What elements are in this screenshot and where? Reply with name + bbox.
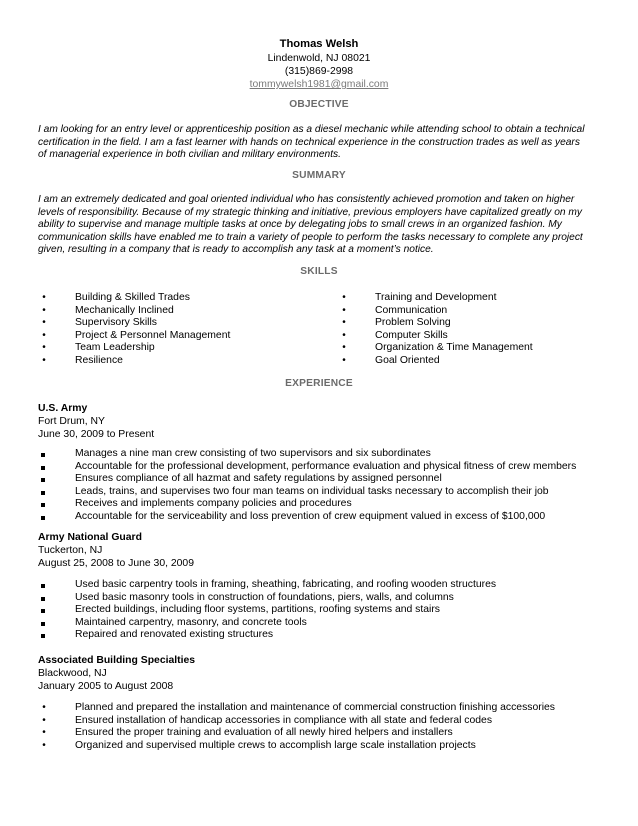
summary-line: I am an extremely dedicated and goal oriented individual who has consistently achieved promotion and taken on higher bbox=[38, 194, 575, 205]
objective-line: of managerial experience in both civilian and military environments. bbox=[38, 149, 341, 161]
bullet-icon: • bbox=[42, 727, 46, 739]
duty-item: Accountable for the serviceability and loss prevention of crew equipment valued in excess of $100,000 bbox=[38, 511, 576, 524]
contact-email-row bbox=[0, 78, 638, 91]
skill-item: • Building & Skilled Trades bbox=[38, 292, 230, 305]
bullet-icon: • bbox=[42, 304, 46, 316]
duty-item: Erected buildings, including floor systems, partitions, roofing systems and stairs bbox=[38, 604, 496, 617]
bullet-icon: • bbox=[342, 354, 346, 366]
job-location: Blackwood, NJ bbox=[38, 667, 107, 679]
summary-line: given, resulting in a company that is ready to accomplish any task at a moment’s notice. bbox=[38, 244, 434, 256]
bullet-icon: • bbox=[342, 342, 346, 354]
bullet-icon: • bbox=[342, 292, 346, 303]
bullet-icon: • bbox=[42, 329, 46, 341]
bullet-icon: • bbox=[42, 317, 46, 329]
job-dates: June 30, 2009 to Present bbox=[38, 428, 155, 440]
summary-line: communication skills have enabled me to train a variety of people to perform the tasks necessary to complete any project bbox=[38, 231, 583, 243]
square-bullet-icon bbox=[41, 609, 45, 613]
duty-item: Repaired and renovated existing structures bbox=[38, 629, 496, 642]
objective-heading: OBJECTIVE bbox=[289, 99, 349, 110]
duty-item: Used basic masonry tools in construction of foundations, piers, walls, and columns bbox=[38, 592, 496, 605]
square-bullet-icon bbox=[41, 516, 45, 520]
address: Lindenwold, NJ 08021 bbox=[267, 53, 371, 64]
summary-line: levels of responsibility. Because of my strategic thinking and initiative, previous employers have capitalized greatly on my bbox=[38, 206, 582, 218]
job-header bbox=[38, 532, 194, 570]
square-bullet-icon bbox=[41, 466, 45, 470]
skill-item: • Communication bbox=[338, 305, 533, 318]
bullet-icon: • bbox=[42, 354, 46, 366]
square-bullet-icon bbox=[41, 634, 45, 638]
duty-item: Used basic carpentry tools in framing, sheathing, fabricating, and roofing wooden structures bbox=[38, 579, 496, 592]
square-bullet-icon bbox=[41, 453, 45, 457]
job-location: Tuckerton, NJ bbox=[38, 544, 103, 556]
bullet-icon: • bbox=[42, 714, 46, 726]
job-duties-list bbox=[38, 579, 496, 642]
job-dates: August 25, 2008 to June 30, 2009 bbox=[38, 557, 194, 569]
job-location: Fort Drum, NY bbox=[38, 415, 105, 427]
duty-item: • Organized and supervised multiple crews to accomplish large scale installation projects bbox=[38, 740, 555, 753]
employer-name: U.S. Army bbox=[38, 403, 88, 414]
skill-item: • Mechanically Inclined bbox=[38, 305, 230, 318]
summary-line: ability to supervise and manage multiple tasks at once by delegating jobs to small crews in an organized fashion. My bbox=[38, 219, 562, 231]
employer-name: Associated Building Specialties bbox=[38, 655, 196, 666]
employer-name: Army National Guard bbox=[38, 532, 142, 543]
square-bullet-icon bbox=[41, 478, 45, 482]
job-dates: January 2005 to August 2008 bbox=[38, 680, 174, 692]
phone-number: (315)869-2998 bbox=[284, 66, 354, 77]
summary-text bbox=[38, 194, 604, 257]
skill-item: • Goal Oriented bbox=[338, 355, 533, 368]
square-bullet-icon bbox=[41, 597, 45, 601]
bullet-icon: • bbox=[42, 342, 46, 354]
summary-heading: SUMMARY bbox=[292, 170, 346, 181]
bullet-icon: • bbox=[42, 292, 46, 303]
skill-item: • Problem Solving bbox=[338, 317, 533, 330]
job-header bbox=[38, 403, 154, 441]
email-link[interactable]: tommywelsh1981@gmail.com bbox=[249, 79, 389, 90]
bullet-icon: • bbox=[342, 304, 346, 316]
duty-item: Accountable for the professional development, performance evaluation and physical fitness of crew members bbox=[38, 461, 576, 474]
objective-line: certification in the field. I am a fast learner with hands on technical experience in the construction trades as well as years bbox=[38, 136, 580, 148]
skill-item: • Computer Skills bbox=[338, 330, 533, 343]
bullet-icon: • bbox=[342, 317, 346, 329]
square-bullet-icon bbox=[41, 584, 45, 588]
skill-item: • Training and Development bbox=[338, 292, 533, 305]
skills-heading: SKILLS bbox=[300, 266, 338, 277]
bullet-icon: • bbox=[342, 329, 346, 341]
objective-text bbox=[38, 124, 604, 162]
duty-item: Leads, trains, and supervises two four man teams on individual tasks necessary to accomplish their job bbox=[38, 486, 576, 499]
objective-line: I am looking for an entry level or apprenticeship position as a diesel mechanic while attending school to obtain a technical bbox=[38, 124, 585, 135]
duty-item: • Planned and prepared the installation and maintenance of commercial construction finishing accessories bbox=[38, 702, 555, 715]
bullet-icon: • bbox=[42, 702, 46, 713]
square-bullet-icon bbox=[41, 622, 45, 626]
skills-list-right bbox=[338, 292, 533, 368]
skill-item: • Resilience bbox=[38, 355, 230, 368]
skill-item: • Organization & Time Management bbox=[338, 342, 533, 355]
square-bullet-icon bbox=[41, 503, 45, 507]
duty-item: Maintained carpentry, masonry, and concrete tools bbox=[38, 617, 496, 630]
job-duties-list bbox=[38, 448, 576, 524]
duty-item: • Ensured installation of handicap accessories in compliance with all state and federal codes bbox=[38, 715, 555, 728]
skill-item: • Project & Personnel Management bbox=[38, 330, 230, 343]
experience-heading: EXPERIENCE bbox=[285, 378, 353, 389]
candidate-name: Thomas Welsh bbox=[279, 38, 359, 50]
job-header bbox=[38, 655, 195, 693]
duty-item: • Ensured the proper training and evaluation of all newly hired helpers and installers bbox=[38, 727, 555, 740]
duty-item: Ensures compliance of all hazmat and safety regulations by assigned personnel bbox=[38, 473, 576, 486]
job-duties-list bbox=[38, 702, 555, 752]
duty-item: Receives and implements company policies and procedures bbox=[38, 498, 576, 511]
skills-list-left bbox=[38, 292, 230, 368]
skill-item: • Team Leadership bbox=[38, 342, 230, 355]
duty-item: Manages a nine man crew consisting of two supervisors and six subordinates bbox=[38, 448, 576, 461]
skill-item: • Supervisory Skills bbox=[38, 317, 230, 330]
bullet-icon: • bbox=[42, 739, 46, 751]
square-bullet-icon bbox=[41, 491, 45, 495]
